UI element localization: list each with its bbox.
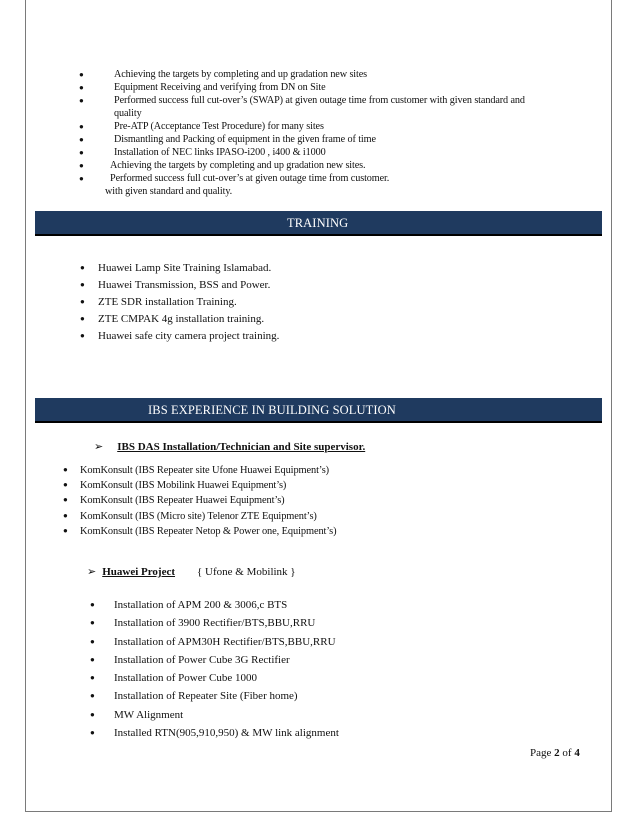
list-item-continuation: with given standard and quality. [105, 186, 233, 197]
bullet-icon: ● [79, 148, 84, 157]
bullet-icon: ● [63, 510, 68, 520]
bullet-icon: ● [90, 728, 95, 738]
list-item: ● Installed RTN(905,910,950) & MW link alignment [90, 727, 339, 740]
list-item: ● KomKonsult (IBS Repeater site Ufone Huawei Equipment’s) [63, 465, 330, 476]
bullet-icon: ● [79, 96, 84, 105]
section-title: TRAINING [287, 216, 349, 230]
list-item: ● Huawei Lamp Site Training Islamabad. [80, 262, 272, 274]
list-item: ● KomKonsult (IBS (Micro site) Telenor ZTE Equipment’s) [63, 510, 317, 522]
bullet-icon: ● [63, 495, 68, 505]
list-item: ● Installation of APM 200 & 3006,c BTS [90, 599, 288, 611]
total-pages: 4 [574, 747, 580, 759]
training-list [0, 260, 600, 345]
bullet-icon: ● [79, 122, 84, 131]
huawei-project-list [0, 596, 600, 742]
list-item: ● ZTE SDR installation Training. [80, 296, 237, 308]
bullet-icon: ● [90, 709, 95, 719]
bullet-icon: ● [90, 691, 95, 701]
list-item: ● Pre-ATP (Acceptance Test Procedure) for many sites [79, 121, 324, 132]
ibs-subheading: ➢ IBS DAS Installation/Technician and Site supervisor. [94, 441, 366, 453]
list-item: ● Achieving the targets by completing and up gradation new sites [79, 69, 368, 80]
bullet-icon: ● [90, 618, 95, 628]
bullet-icon: ● [79, 83, 84, 92]
list-item: ● Installation of 3900 Rectifier/BTS,BBU,RRU [90, 617, 316, 630]
list-item: ● KomKonsult (IBS Mobilink Huawei Equipment’s) [63, 480, 287, 492]
bullet-icon: ● [90, 600, 95, 609]
list-item: ● Huawei safe city camera project training. [80, 330, 280, 342]
ibs-projects-list [0, 463, 600, 539]
bullet-icon: ● [79, 135, 84, 144]
bullet-icon: ● [63, 465, 68, 474]
list-item: ● MW Alignment [90, 708, 184, 721]
bullet-icon: ● [79, 70, 84, 79]
list-item: ● Installation of Power Cube 1000 [90, 672, 257, 685]
list-item: ● ZTE CMPAK 4g installation training. [80, 313, 265, 325]
bullet-icon: ● [79, 161, 84, 170]
list-item: ● Installation of APM30H Rectifier/BTS,BBU,RRU [90, 635, 336, 648]
project-title: Huawei Project [102, 566, 176, 578]
list-item: ● KomKonsult (IBS Repeater Netop & Power one, Equipment’s) [63, 525, 337, 537]
bullet-icon: ● [80, 314, 85, 323]
list-item: ● KomKonsult (IBS Repeater Huawei Equipment’s) [63, 495, 285, 507]
current-page: 2 [554, 747, 560, 759]
bullet-icon: ● [90, 654, 95, 664]
page-number-footer: Page 2 of 4 [530, 747, 580, 759]
arrow-bullet-icon: ➢ [87, 566, 97, 578]
bullet-icon: ● [90, 636, 95, 646]
work-duties-list [0, 68, 600, 198]
section-title: IBS EXPERIENCE IN BUILDING SOLUTION [148, 403, 396, 417]
bullet-icon: ● [80, 263, 85, 272]
bullet-icon: ● [90, 673, 95, 683]
bullet-icon: ● [79, 174, 84, 183]
ibs-section-header [35, 398, 602, 423]
bullet-icon: ● [80, 280, 85, 289]
list-item: ● Installation of Repeater Site (Fiber home) [90, 690, 298, 703]
list-item: ● Installation of Power Cube 3G Rectifier [90, 653, 290, 666]
bullet-icon: ● [80, 297, 85, 306]
bullet-icon: ● [63, 480, 68, 490]
bullet-icon: ● [80, 331, 85, 340]
list-item: ● Huawei Transmission, BSS and Power. [80, 279, 271, 291]
list-item: ● Installation of NEC links IPASO-i200 , i400 & i1000 [79, 147, 326, 158]
arrow-bullet-icon: ➢ [94, 441, 104, 453]
bullet-icon: ● [63, 525, 68, 535]
huawei-project-heading [87, 565, 296, 578]
list-item: ● Performed success full cut-over’s at given outage time from customer. [79, 173, 390, 184]
list-item: ● Dismantling and Packing of equipment in the given frame of time [79, 134, 376, 145]
list-item: ● Achieving the targets by completing and up gradation new sites. [79, 160, 366, 171]
list-item: ● Performed success full cut-over’s (SWAP) at given outage time from customer with given standard and [79, 95, 525, 106]
training-section-header [35, 211, 602, 236]
project-detail: { Ufone & Mobilink } [197, 566, 296, 578]
list-item-continuation: quality [114, 108, 142, 119]
list-item: ● Equipment Receiving and verifying from DN on Site [79, 82, 326, 93]
